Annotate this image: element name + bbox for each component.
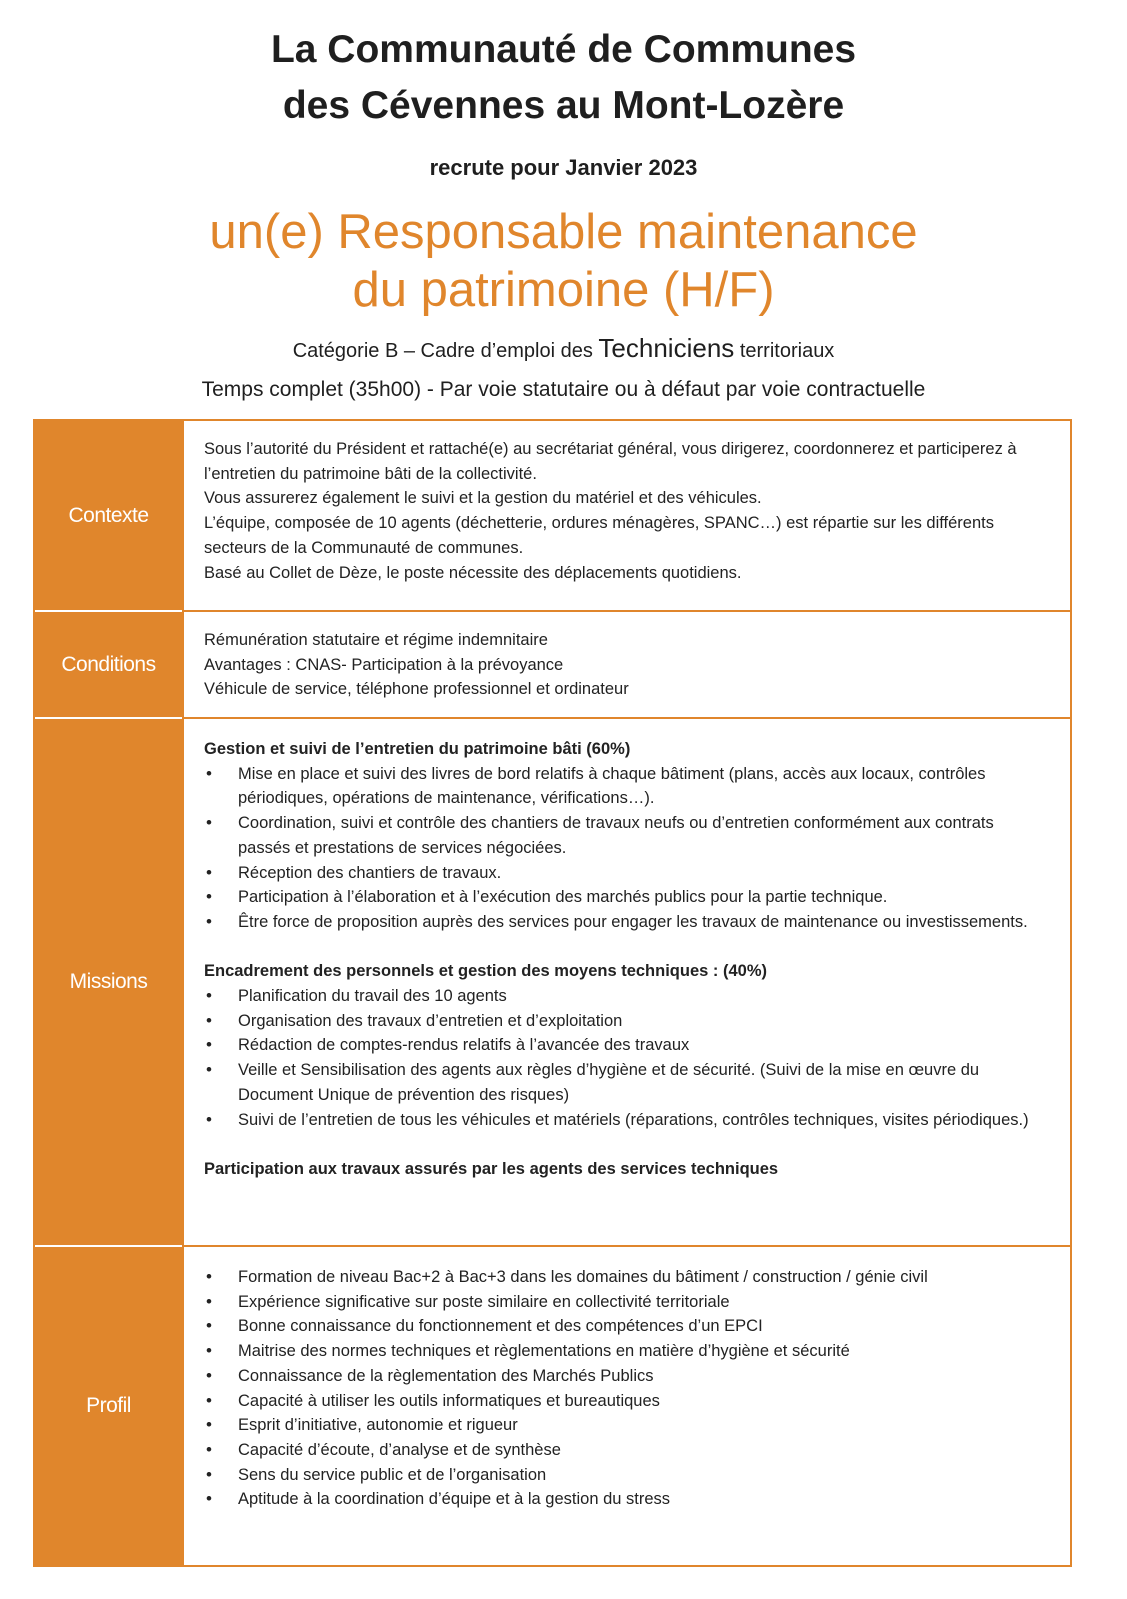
job-title-line2: du patrimoine (H/F) [352,263,775,317]
content-missions [182,719,1070,1245]
category-suffix: territoriaux [734,340,835,362]
list-item: • Formation de niveau Bac+2 à Bac+3 dans les domaines du bâtiment / construction / génie civil [204,1265,1050,1290]
label-conditions: Conditions [35,612,182,717]
list-item: • Veille et Sensibilisation des agents aux règles d’hygiène et de sécurité. (Suivi de la mise en œuvre du Document Unique de prévention des risques) [204,1058,1050,1107]
conditions-line: Véhicule de service, téléphone professionnel et ordinateur [204,680,629,699]
row-conditions [35,612,1070,717]
category-line [0,333,1127,364]
contexte-line: L’équipe, composée de 10 agents (déchetterie, ordures ménagères, SPANC…) est répartie sur les différents secteurs de la Communauté de communes. [204,514,994,557]
row-contexte [35,421,1070,610]
org-title-line1: La Communauté de Communes [270,28,857,71]
missions-heading: Gestion et suivi de l’entretien du patrimoine bâti (60%) [204,740,631,758]
content-conditions [182,612,1070,717]
list-item: • Capacité à utiliser les outils informatiques et bureautiques [204,1389,1050,1414]
content-profil [182,1247,1070,1565]
org-title-line2: des Cévennes au Mont-Lozère [282,84,845,127]
list-item: • Réception des chantiers de travaux. [204,861,1050,886]
list-item: • Participation à l’élaboration et à l’exécution des marchés publics pour la partie technique. [204,885,1050,910]
missions-list-1 [204,762,1050,935]
list-item: • Planification du travail des 10 agents [204,984,1050,1009]
contexte-line: Vous assurerez également le suivi et la gestion du matériel et des véhicules. [204,489,762,508]
list-item: • Sens du service public et de l’organisation [204,1463,1050,1488]
list-item: • Être force de proposition auprès des services pour engager les travaux de maintenance ou investissements. [204,910,1050,935]
conditions-line: Avantages : CNAS- Participation à la prévoyance [204,655,564,674]
list-item: • Esprit d’initiative, autonomie et rigueur [204,1413,1050,1438]
profil-list [204,1265,1050,1512]
label-contexte: Contexte [35,421,182,610]
category-prefix: Catégorie B – Cadre d’emploi des [292,340,599,362]
missions-heading: Participation aux travaux assurés par les agents des services techniques [204,1159,779,1178]
list-item: • Mise en place et suivi des livres de bord relatifs à chaque bâtiment (plans, accès aux locaux, contrôles périodiques, opérations de maintenance, vérifications…). [204,762,1050,811]
contexte-line: Basé au Collet de Dèze, le poste nécessite des déplacements quotidiens. [204,563,742,582]
list-item: • Capacité d’écoute, d’analyse et de synthèse [204,1438,1050,1463]
recruit-line: recrute pour Janvier 2023 [429,155,698,180]
work-time-line: Temps complet (35h00) - Par voie statutaire ou à défaut par voie contractuelle [201,378,926,401]
list-item: • Suivi de l’entretien de tous les véhicules et matériels (réparations, contrôles techniques, visites périodiques.) [204,1108,1050,1133]
category-emphasis: Techniciens [598,333,735,363]
list-item: • Rédaction de comptes-rendus relatifs à l’avancée des travaux [204,1033,1050,1058]
row-profil [35,1247,1070,1565]
list-item: • Aptitude à la coordination d’équipe et à la gestion du stress [204,1487,1050,1512]
content-contexte [182,421,1070,610]
label-profil: Profil [35,1247,182,1565]
list-item: • Expérience significative sur poste similaire en collectivité territoriale [204,1290,1050,1315]
contexte-line: Sous l’autorité du Président et rattaché(e) au secrétariat général, vous dirigerez, coordonnerez et participerez à l’entretien du patrimoine bâti de la collectivité. [204,440,1017,483]
list-item: • Bonne connaissance du fonctionnement et des compétences d’un EPCI [204,1314,1050,1339]
job-title-line1: un(e) Responsable maintenance [209,205,918,259]
job-title [0,203,1127,319]
organization-title [0,22,1127,134]
list-item: • Coordination, suivi et contrôle des chantiers de travaux neufs ou d’entretien conformément aux contrats passés et prestations de services négociées. [204,811,1050,860]
label-missions: Missions [35,719,182,1245]
job-info-table [33,419,1072,1567]
row-missions [35,719,1070,1245]
missions-list-2 [204,984,1050,1132]
missions-heading: Encadrement des personnels et gestion des moyens techniques : (40%) [204,962,767,981]
list-item: • Connaissance de la règlementation des Marchés Publics [204,1364,1050,1389]
list-item: • Maitrise des normes techniques et règlementations en matière d’hygiène et sécurité [204,1339,1050,1364]
list-item: • Organisation des travaux d’entretien et d’exploitation [204,1009,1050,1034]
conditions-line: Rémunération statutaire et régime indemnitaire [204,631,548,649]
